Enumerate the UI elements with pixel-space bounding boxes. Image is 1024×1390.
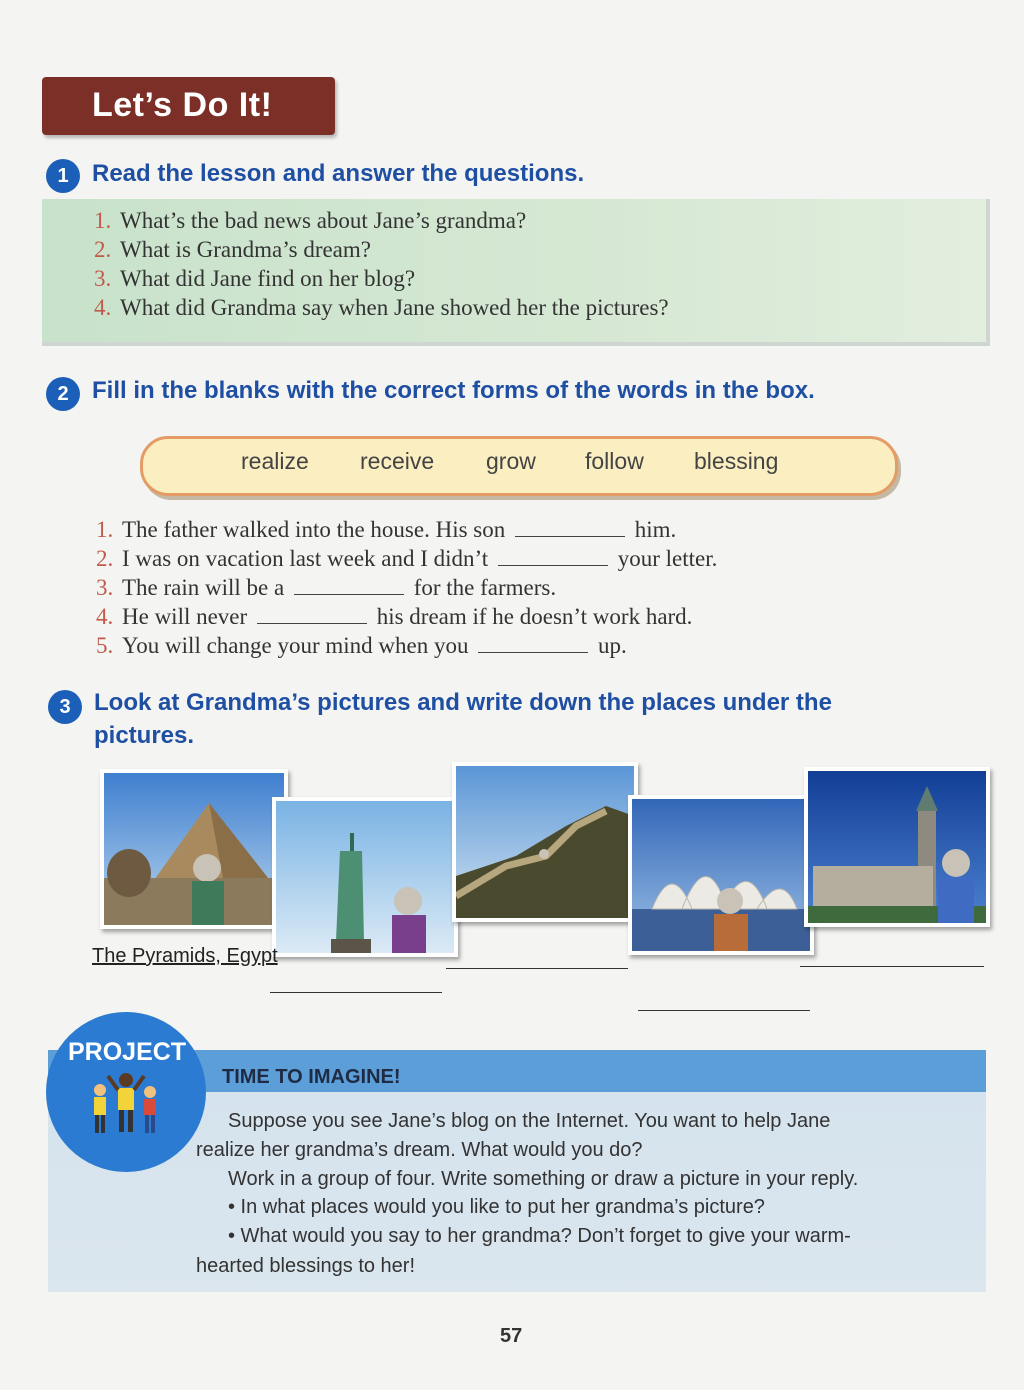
answer-line[interactable] [270,992,442,993]
question-item: 2. What is Grandma’s dream? [94,237,371,262]
answer-line[interactable] [638,1010,810,1011]
question-item: 3. What did Jane find on her blog? [94,266,416,291]
question-item: 1. What’s the bad news about Jane’s grandma? [94,208,527,233]
word-bank-item: receive [360,448,435,474]
project-label: PROJECT [68,1038,187,1066]
section-3-number: 3 [48,690,82,724]
section-2-number: 2 [46,377,80,411]
answer-blank[interactable] [498,547,608,566]
photo-parliament [804,767,990,927]
project-text-line: realize her grandma’s dream. What would you do? [196,1139,643,1161]
photo-statue-of-liberty [272,797,458,957]
photo-pyramids [100,769,288,929]
project-text-line: Suppose you see Jane’s blog on the Internet. You want to help Jane [228,1110,831,1132]
fill-sentence: 3. The rain will be a for the farmers. [96,575,557,600]
photo-opera-house [628,795,814,955]
project-title: TIME TO IMAGINE! [222,1066,401,1088]
photo-caption: The Pyramids, Egypt [92,945,278,967]
answer-blank[interactable] [257,605,367,624]
section-3-heading-line1: Look at Grandma’s pictures and write down the places under the [94,689,832,716]
answer-line[interactable] [446,968,628,969]
word-bank-item: realize [241,448,309,474]
word-bank-item: grow [486,448,536,474]
fill-sentence: 2. I was on vacation last week and I didn’t your letter. [96,546,718,571]
word-bank-item: blessing [694,448,779,474]
section-3-heading-line2: pictures. [94,722,195,749]
questions-list [94,208,669,324]
page-title: Let’s Do It! [92,86,273,124]
section-1-number: 1 [46,159,80,193]
fill-sentence: 4. He will never his dream if he doesn’t work hard. [96,604,693,629]
fill-sentence: 5. You will change your mind when you up. [96,633,627,658]
section-2-heading: Fill in the blanks with the correct forms of the words in the box. [92,377,815,404]
project-badge [46,1012,206,1172]
question-item: 4. What did Grandma say when Jane showed her the pictures? [94,295,669,320]
project-text-line: • In what places would you like to put her grandma’s picture? [228,1196,765,1218]
answer-blank[interactable] [515,518,625,537]
project-text-line: Work in a group of four. Write something or draw a picture in your reply. [228,1168,859,1190]
answer-blank[interactable] [294,576,404,595]
answer-blank[interactable] [478,634,588,653]
kids-icon [86,1070,166,1140]
project-text-line: • What would you say to her grandma? Don’t forget to give your warm- [228,1225,851,1247]
word-bank-item: follow [585,448,644,474]
page-number: 57 [500,1325,523,1347]
fill-sentence: 1. The father walked into the house. His son him. [96,517,677,542]
photo-great-wall [452,762,638,922]
answer-line[interactable] [800,966,984,967]
project-text-line: hearted blessings to her! [196,1255,416,1277]
section-1-heading: Read the lesson and answer the questions. [92,160,585,187]
